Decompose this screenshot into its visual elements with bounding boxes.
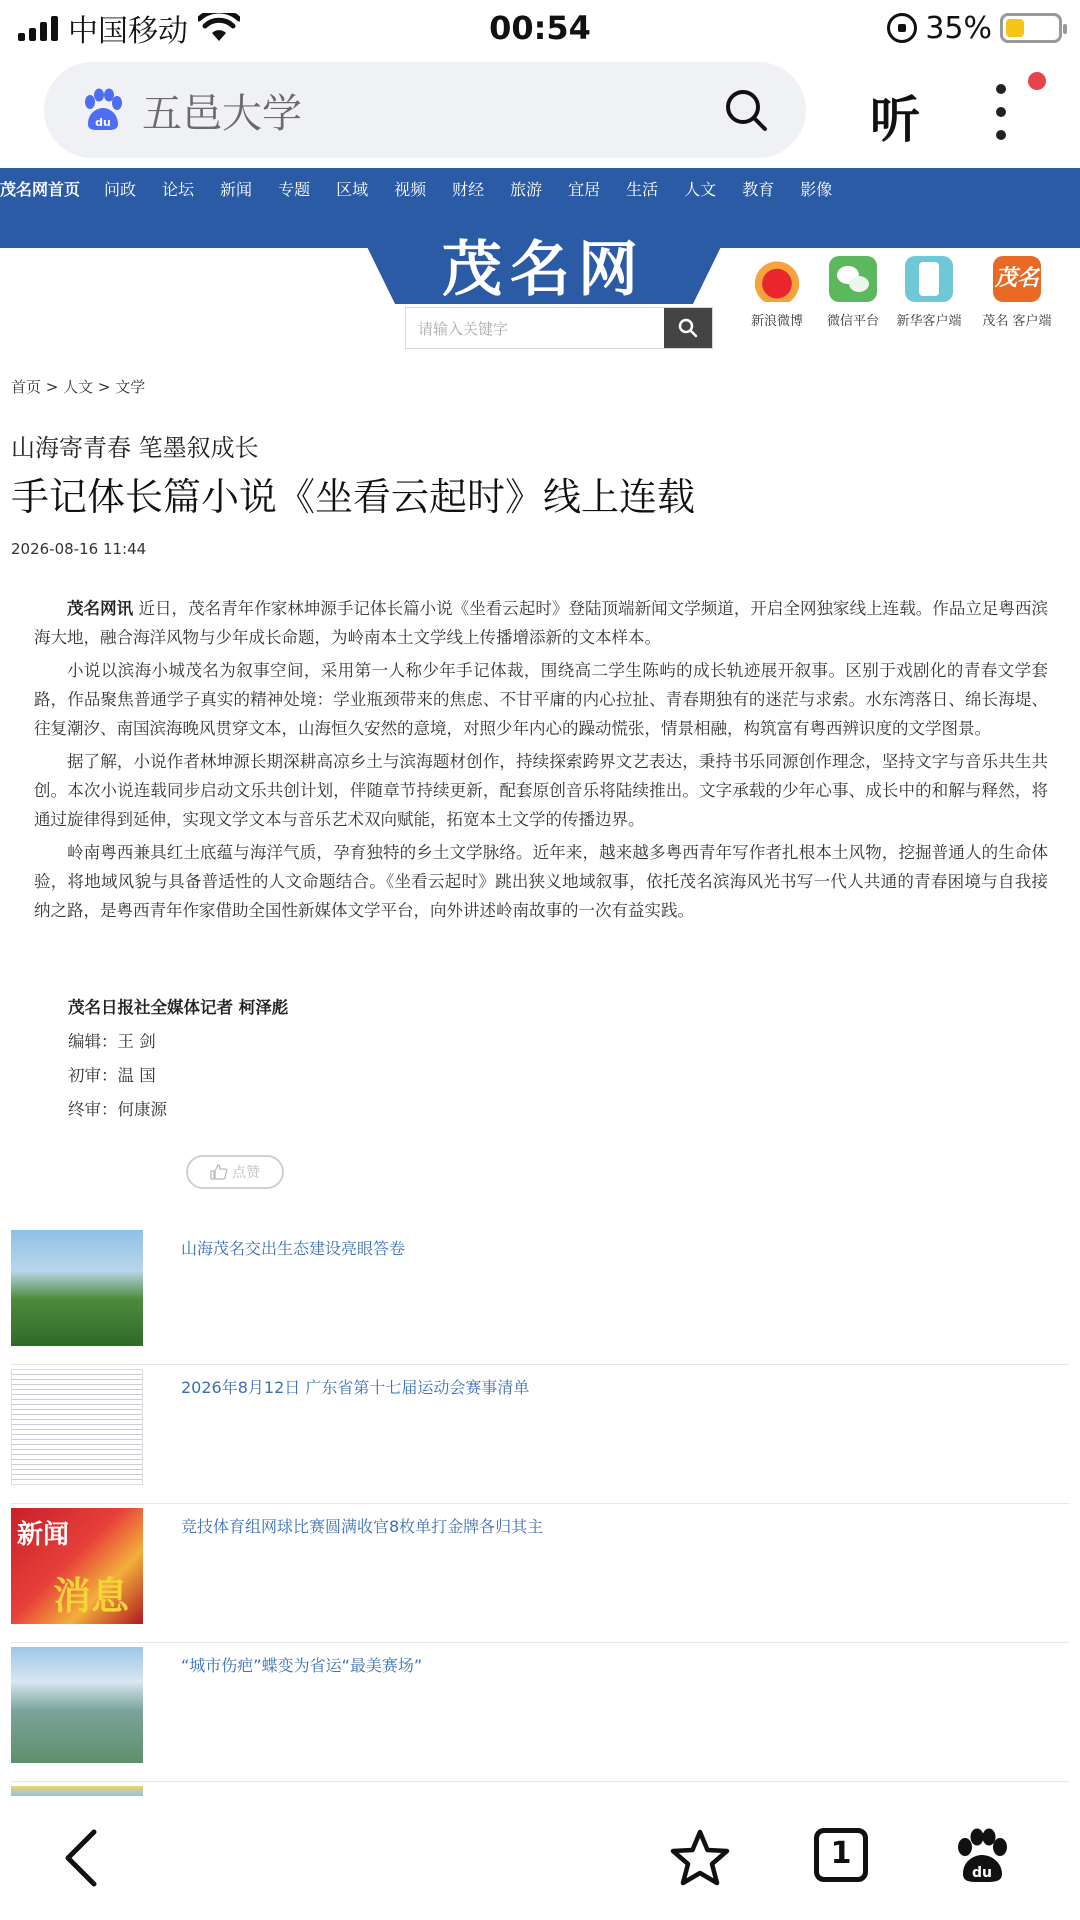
platform-links (744, 256, 1062, 329)
paragraph: 据了解，小说作者林坤源长期深耕高凉乡土与滨海题材创作，持续探索跨界文艺表达，秉持书乐同源创作理念，坚持文字与音乐共生共创。本次小说连载同步启动文乐共创计划，伴随章节持续更新，配套原创音乐将陆续推出。文字承载的少年心事、成长中的和解与释然，将通过旋律得到延伸，实现文学文本与音乐艺术双向赋能，拓宽本土文学的传播边界。 (34, 752, 1048, 829)
article-date: 2026-08-16 11:44 (11, 540, 147, 558)
clock: 00:54 (489, 9, 591, 47)
like-label: 点赞 (232, 1165, 260, 1181)
rotation-lock-icon (887, 13, 917, 43)
news-title[interactable]: 竞技体育组网球比赛圆满收官8枚单打金牌各归其主 (181, 1517, 544, 1536)
xinhua-app-icon (905, 256, 953, 302)
news-thumbnail (11, 1369, 143, 1485)
search-icon[interactable] (722, 86, 770, 134)
article-credits (68, 994, 288, 1130)
platform-wechat[interactable] (820, 256, 886, 329)
news-title[interactable]: 2026年8月12日 广东省第十七届运动会赛事清单 (181, 1378, 530, 1397)
back-arrow-icon[interactable] (62, 1828, 102, 1888)
nav-item-jiaoyu[interactable]: 教育 (742, 179, 775, 199)
svg-text:du: du (95, 116, 111, 129)
wechat-icon (829, 256, 877, 302)
list-item[interactable] (11, 1782, 1069, 1802)
nav-home[interactable]: 茂名网首页 (0, 179, 81, 199)
more-menu-icon[interactable] (994, 84, 1008, 140)
first-reviewer: 初审：温 国 (68, 1066, 156, 1085)
svg-text:du: du (972, 1865, 992, 1881)
paragraph: 岭南粤西兼具红土底蕴与海洋气质，孕育独特的乡土文学脉络。近年来，越来越多粤西青年写作者扎根本土风物，挖掘普通人的生命体验，将地域风貌与具备普适性的人文命题结合。《坐看云起时》跳出狭义地域叙事，依托茂名滨海风光书写一代人共通的青春困境与自我接纳之路，是粤西青年作家借助全国性新媒体文学平台，向外讲述岭南故事的一次有益实践。 (34, 843, 1048, 920)
nav-item-zhuanti[interactable]: 专题 (278, 179, 311, 199)
breadcrumb[interactable]: 首页 > 人文 > 文学 (11, 378, 146, 396)
nav-item-shipin[interactable]: 视频 (394, 179, 427, 199)
maoming-app-icon: 茂名 (993, 256, 1041, 302)
search-icon (678, 318, 698, 338)
final-reviewer: 终审：何康源 (68, 1100, 167, 1119)
news-thumbnail (11, 1647, 143, 1763)
carrier-name: 中国移动 (68, 14, 188, 49)
nav-item-wenzheng[interactable]: 问政 (104, 179, 137, 199)
platform-weibo[interactable] (744, 256, 810, 329)
paragraph: 小说以滨海小城茂名为叙事空间，采用第一人称少年手记体裁，围绕高二学生陈屿的成长轨迹展开叙事。区别于戏剧化的青春文学套路，作品聚焦普通学子真实的精神处境：学业瓶颈带来的焦虑、不甘平庸的内心拉扯、青春期独有的迷茫与求索。水东湾落日、绵长海堤、往复潮汐、南国滨海晚风贯穿文本，山海恒久安然的意境，对照少年内心的躁动慌张，情景相融，构筑富有粤西辨识度的文学图景。 (34, 661, 1048, 738)
news-title[interactable]: “城市伤疤”蝶变为省运“最美赛场” (181, 1656, 423, 1675)
browser-bar (0, 62, 1080, 162)
baidu-paw-icon (80, 88, 124, 132)
site-search (405, 307, 713, 349)
site-nav-bar (0, 168, 1080, 208)
favorite-star-icon[interactable] (670, 1828, 730, 1888)
like-button[interactable] (186, 1155, 284, 1189)
tab-count-button[interactable]: 1 (814, 1828, 868, 1882)
news-title[interactable]: 山海茂名交出生态建设亮眼答卷 (181, 1239, 406, 1258)
nav-item-luntan[interactable]: 论坛 (162, 179, 195, 199)
weibo-icon (753, 256, 801, 302)
paragraph: 茂名网讯 近日，茂名青年作家林坤源手记体长篇小说《坐看云起时》登陆顶端新闻文学频道，开启全网独家线上连载。作品立足粤西滨海大地，融合海洋风物与少年成长命题，为岭南本土文学线上传播增添新的文本样本。 (34, 599, 1049, 647)
lead-source: 茂名网讯 (67, 599, 134, 618)
platform-maoming-app[interactable] (972, 256, 1062, 329)
list-item[interactable] (11, 1504, 1069, 1643)
article-body (34, 594, 1048, 929)
notification-dot (1028, 72, 1046, 90)
article-title: 手记体长篇小说《坐看云起时》线上连载 (11, 475, 696, 519)
nav-item-renwen[interactable]: 人文 (684, 179, 717, 199)
news-thumbnail (11, 1508, 143, 1624)
nav-item-caijing[interactable]: 财经 (452, 179, 485, 199)
site-logo[interactable]: 茂名网 (442, 235, 646, 305)
nav-item-quyu[interactable]: 区域 (336, 179, 369, 199)
browser-toolbar (0, 1800, 1080, 1920)
site-search-button[interactable] (664, 308, 712, 348)
nav-item-xinwen[interactable]: 新闻 (220, 179, 253, 199)
news-thumbnail (11, 1786, 143, 1796)
related-news-list (11, 1226, 1069, 1802)
thumbnail-text: 新闻 (17, 1520, 70, 1550)
wifi-icon (198, 13, 240, 43)
baidu-home-icon[interactable] (954, 1828, 1010, 1884)
platform-label: 微信平台 (826, 314, 879, 329)
thumbs-up-icon (210, 1164, 228, 1180)
list-item[interactable] (11, 1365, 1069, 1504)
cellular-signal-icon (18, 15, 58, 41)
platform-xinhua[interactable] (896, 256, 962, 329)
site-search-input[interactable]: 请输入关键字 (418, 320, 509, 338)
thumbnail-text: 消息 (52, 1574, 129, 1618)
battery-percent: 35% (925, 10, 992, 46)
editor: 编辑：王 剑 (68, 1032, 156, 1051)
platform-label: 新浪微博 (750, 314, 803, 329)
listen-button[interactable]: 听 (870, 91, 920, 149)
nav-item-lvyou[interactable]: 旅游 (510, 179, 543, 199)
battery-icon (1000, 13, 1062, 43)
article-subtitle: 山海寄青春 笔墨叙成长 (11, 434, 259, 462)
status-bar (0, 0, 1080, 56)
news-thumbnail (11, 1230, 143, 1346)
browser-search-box[interactable] (44, 62, 806, 158)
list-item[interactable] (11, 1226, 1069, 1365)
nav-item-shenghuo[interactable]: 生活 (626, 179, 659, 199)
battery-level (1006, 19, 1024, 37)
platform-label: 新华客户端 (896, 314, 962, 329)
browser-search-query: 五邑大学 (142, 90, 302, 137)
reporter: 茂名日报社全媒体记者 柯泽彪 (68, 998, 289, 1017)
list-item[interactable] (11, 1643, 1069, 1782)
nav-item-yingxiang[interactable]: 影像 (800, 179, 833, 199)
platform-label: 茂名 客户端 (982, 314, 1052, 329)
nav-item-yiju[interactable]: 宜居 (568, 179, 601, 199)
